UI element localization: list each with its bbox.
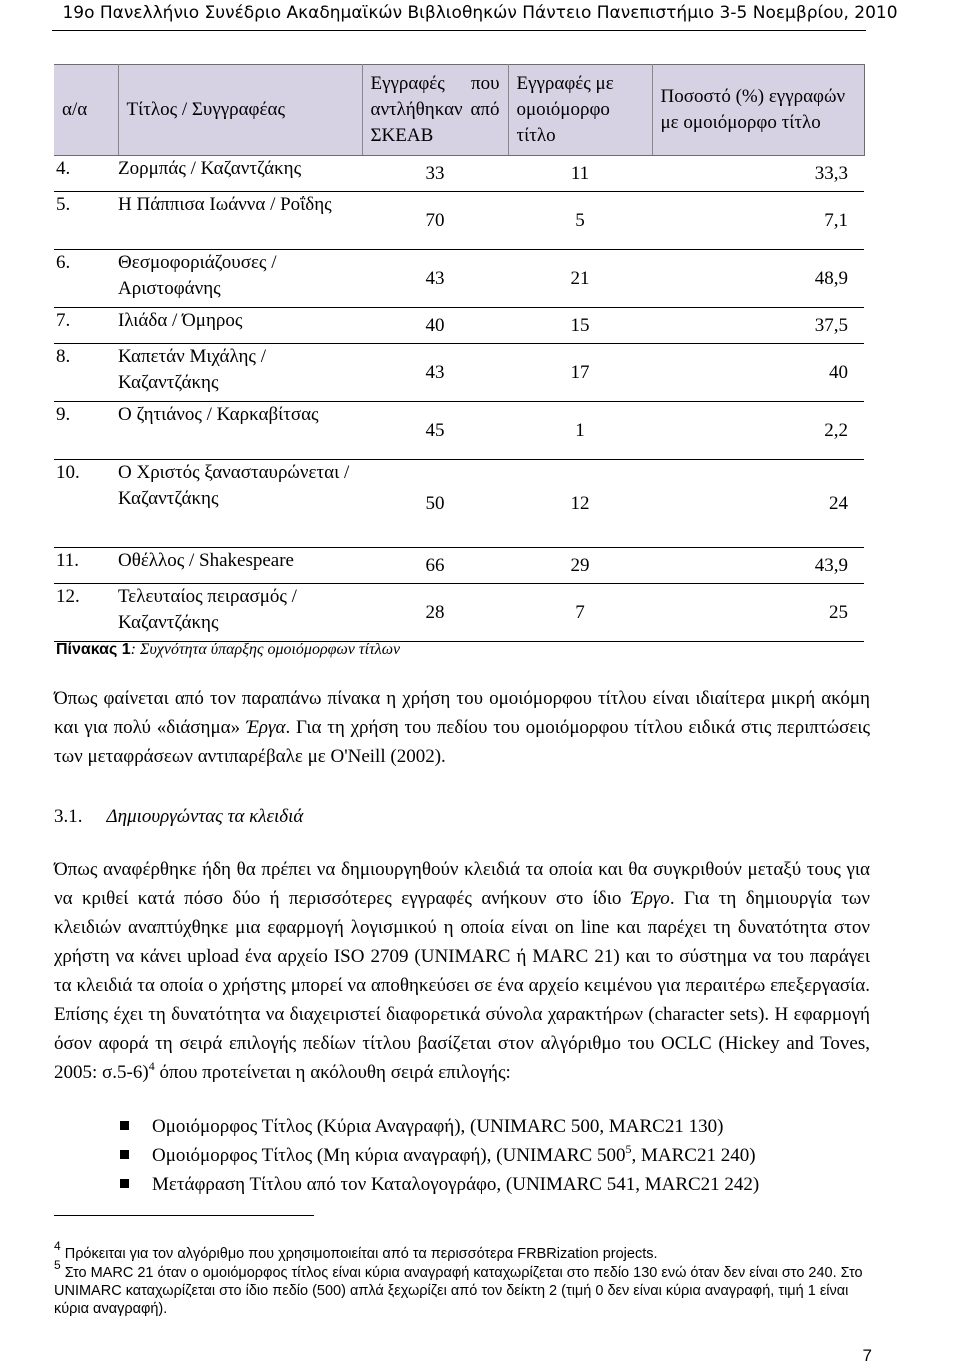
col-header-retrieved: Εγγραφές που αντλήθηκαν από ΣΚΕΑΒ	[362, 65, 508, 156]
table-row	[54, 584, 864, 642]
para2-text-a: Όπως αναφέρθηκε ήδη θα πρέπει να δημιουργηθούν κλειδιά τα οποία και θα συγκριθούν μεταξύ τους για να κριθεί κατά πόσο δύο ή περισσότερες εγγραφές ανήκουν στο ίδιο	[54, 859, 870, 909]
para2-text-d: όπου προτείνεται η ακόλουθη σειρά επιλογής:	[154, 1062, 511, 1083]
footnote-4	[54, 1239, 870, 1263]
row-percent: 25	[829, 601, 848, 623]
row-retrieved-count: 66	[425, 554, 445, 576]
footnote-separator	[54, 1215, 314, 1216]
row-retrieved-count: 28	[425, 601, 445, 623]
section-title: Δημιουργώντας τα κλειδιά	[106, 806, 304, 827]
col-header-title: Τίτλος / Συγγραφέας	[118, 65, 362, 156]
para2-text-c: . Για τη δημιουργία των κλειδιών αναπτύχθηκε μια εφαρμογή λογισμικού η οποία είναι on line και παρέχει τη δυνατότητα στον χρήστη να κάνει upload ένα αρχείο ISO 2709 (UNIMARC ή MARC 21) και το σύστημα να του παράγει τα κλειδιά τα οποία ο χρήστης μπορεί να αποθηκεύσει σε ένα αρχείο κειμένου για περαιτέρω επεξεργασία. Επίσης έχει τη δυνατότητα να διαχειριστεί διαφορετικά σύνολα χαρακτήρων (character sets). Η εφαρμογή όσον αφορά τη σειρά επιλογής πεδίων τίτλου βασίζεται στον αλγόριθμο του OCLC (Hickey and Toves, 2005: σ.5-6)	[54, 888, 870, 1083]
row-number: 8.	[56, 346, 71, 367]
caption-label: Πίνακας 1	[56, 641, 131, 658]
row-retrieved-count: 33	[425, 162, 445, 184]
list-item	[120, 1170, 759, 1199]
row-uniform-count: 21	[570, 267, 590, 289]
row-title: Ζορμπάς / Καζαντζάκης	[118, 158, 302, 179]
row-uniform-count: 29	[570, 554, 590, 576]
row-title: Ο Χριστός ξανασταυρώνεται / Καζαντζάκης	[118, 462, 350, 509]
row-percent: 2,2	[824, 419, 848, 441]
option-text-rest: , MARC21 240)	[631, 1145, 756, 1166]
table-row	[54, 460, 864, 548]
table-row	[54, 344, 864, 402]
para2-text-b: Έργο	[630, 888, 670, 909]
row-number: 4.	[56, 158, 71, 179]
paragraph-1	[54, 684, 870, 771]
option-text: Ομοιόμορφος Τίτλος (Κύρια Αναγραφή), (UNIMARC 500, MARC21 130)	[152, 1116, 724, 1137]
row-retrieved-count: 43	[425, 361, 445, 383]
header-rule	[52, 30, 866, 31]
paragraph-2	[54, 855, 870, 1087]
footnote-text: Στο MARC 21 όταν ο ομοιόμορφος τίτλος είναι κύρια αναγραφή καταχωρίζεται στο πεδίο 130 ενώ όταν δεν είναι στο 240. Στο UNIMARC καταχωρίζεται στο ίδιο πεδίο (500) απλά ξεχωρίζει από τον δείκτη 2 (τιμή 0 δεν είναι κύρια αναγραφή, τιμή 1 είναι κύρια αναγραφή).	[54, 1265, 863, 1317]
col-header-percent: Ποσοστό (%) εγγραφών με ομοιόμορφο τίτλο	[652, 65, 864, 156]
table-row	[54, 402, 864, 460]
row-uniform-count: 15	[570, 314, 590, 336]
footnote-mark: 5	[54, 1258, 61, 1272]
row-title: Καπετάν Μιχάλης / Καζαντζάκης	[118, 346, 266, 393]
row-number: 12.	[56, 586, 80, 607]
row-number: 10.	[56, 462, 80, 483]
row-title: Τελευταίος πειρασμός / Καζαντζάκης	[118, 586, 297, 633]
para1-text-b: Έργα	[245, 717, 286, 738]
row-percent: 33,3	[814, 162, 848, 184]
row-retrieved-count: 50	[425, 492, 445, 514]
table-row	[54, 156, 864, 192]
row-percent: 37,5	[814, 314, 848, 336]
row-percent: 24	[829, 492, 848, 514]
footnotes	[54, 1239, 870, 1319]
row-retrieved-count: 45	[425, 419, 445, 441]
list-item	[120, 1141, 759, 1170]
row-title: Θεσμοφοριάζουσες / Αριστοφάνης	[118, 252, 277, 299]
table-row	[54, 250, 864, 308]
selection-order-list	[120, 1112, 759, 1199]
row-uniform-count: 7	[575, 601, 585, 623]
square-bullet-icon	[120, 1121, 129, 1130]
row-number: 7.	[56, 310, 71, 331]
footnote-mark: 4	[54, 1239, 61, 1253]
row-percent: 40	[829, 361, 848, 383]
footnote-ref-4[interactable]: 4	[148, 1059, 155, 1073]
option-text: Ομοιόμορφος Τίτλος (Μη κύρια αναγραφή), (UNIMARC 500	[152, 1145, 626, 1166]
para1-text-a: Όπως φαίνεται από τον παραπάνω πίνακα η χρήση του ομοιόμορφου τίτλου είναι ιδιαίτερα μικρή ακόμη και για πολύ «διάσημα»	[54, 688, 870, 738]
footnote-5	[54, 1258, 870, 1318]
row-uniform-count: 11	[570, 162, 590, 184]
table-row	[54, 308, 864, 344]
row-percent: 7,1	[824, 209, 848, 231]
row-percent: 43,9	[814, 554, 848, 576]
row-number: 5.	[56, 194, 71, 215]
row-retrieved-count: 43	[425, 267, 445, 289]
row-uniform-count: 5	[575, 209, 585, 231]
footnote-ref-5[interactable]: 5	[625, 1142, 632, 1156]
row-title: Ιλιάδα / Όμηρος	[118, 310, 243, 331]
running-header: 19ο Πανελλήνιο Συνέδριο Ακαδημαϊκών Βιβλιοθηκών Πάντειο Πανεπιστήμιο 3-5 Νοεμβρίου, 2010	[62, 3, 898, 23]
row-retrieved-count: 70	[425, 209, 445, 231]
row-title: Οθέλλος / Shakespeare	[118, 550, 294, 571]
footnote-text: Πρόκειται για τον αλγόριθμο που χρησιμοποιείται από τα περισσότερα FRBRization projects.	[60, 1246, 658, 1262]
row-title: Η Πάππισα Ιωάννα / Ροΐδης	[118, 194, 332, 215]
row-number: 11.	[56, 550, 80, 571]
page-number: 7	[862, 1346, 872, 1365]
table-caption	[56, 641, 400, 659]
row-number: 6.	[56, 252, 71, 273]
list-item	[120, 1112, 759, 1141]
records-table	[54, 64, 865, 642]
table-row	[54, 548, 864, 584]
square-bullet-icon	[120, 1150, 129, 1159]
row-number: 9.	[56, 404, 71, 425]
para1-text-c: . Για τη χρήση του πεδίου του ομοιόμορφου τίτλου ειδικά στις περιπτώσεις των μεταφράσεων αντιπαρέβαλε με O'Neill (2002).	[54, 717, 870, 767]
table-header-row	[54, 65, 864, 156]
section-heading	[54, 806, 303, 828]
square-bullet-icon	[120, 1179, 129, 1188]
row-uniform-count: 12	[570, 492, 590, 514]
row-retrieved-count: 40	[425, 314, 445, 336]
row-uniform-count: 1	[575, 419, 585, 441]
caption-text: : Συχνότητα ύπαρξης ομοιόμορφων τίτλων	[130, 641, 401, 658]
col-header-no: α/α	[54, 65, 118, 156]
option-text: Μετάφραση Τίτλου από τον Καταλογογράφο, (UNIMARC 541, MARC21 242)	[152, 1174, 760, 1195]
col-header-uniform: Εγγραφές με ομοιόμορφο τίτλο	[508, 65, 652, 156]
section-number: 3.1.	[54, 806, 83, 827]
row-title: Ο ζητιάνος / Καρκαβίτσας	[118, 404, 319, 425]
row-percent: 48,9	[814, 267, 848, 289]
table-row	[54, 192, 864, 250]
row-uniform-count: 17	[570, 361, 590, 383]
